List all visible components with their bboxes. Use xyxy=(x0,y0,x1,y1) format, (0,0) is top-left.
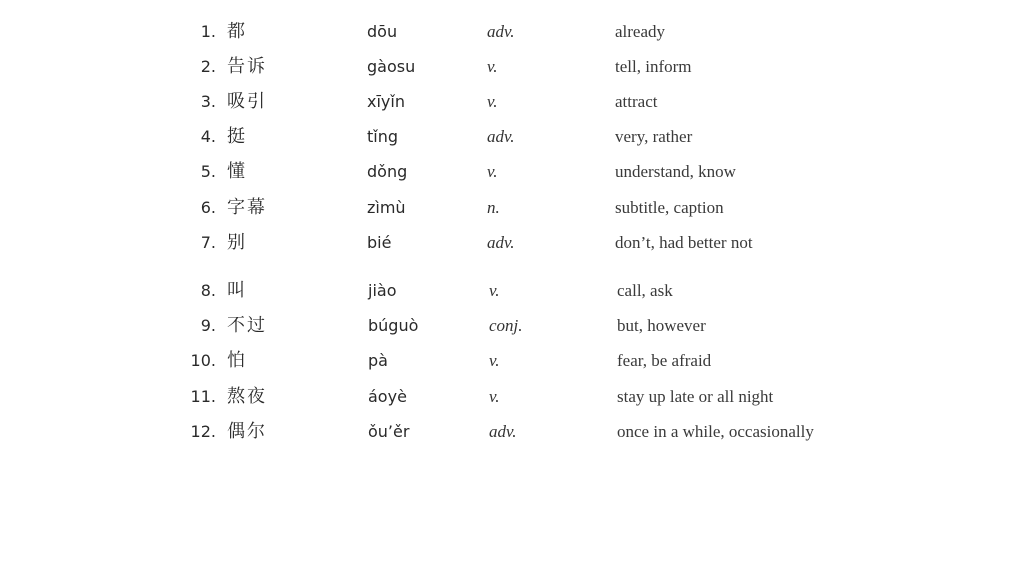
vocabulary-row xyxy=(0,275,1024,307)
vocabulary-row xyxy=(0,345,1024,377)
pinyin: áoyè xyxy=(368,387,407,406)
chinese-word: 都 xyxy=(227,21,247,42)
vocabulary-row xyxy=(0,310,1024,342)
english-meaning: understand, know xyxy=(615,162,736,181)
english-meaning: stay up late or all night xyxy=(617,387,774,406)
chinese-word: 挺 xyxy=(227,126,247,147)
chinese-word: 熬夜 xyxy=(227,386,267,407)
vocabulary-row xyxy=(0,416,1024,448)
part-of-speech: adv. xyxy=(487,233,515,252)
item-number: 2. xyxy=(200,57,216,76)
item-number: 11. xyxy=(190,387,216,406)
part-of-speech: n. xyxy=(487,198,500,217)
pinyin: ǒu’ěr xyxy=(368,422,410,441)
chinese-word: 叫 xyxy=(227,280,247,301)
pinyin: gàosu xyxy=(367,57,416,76)
vocabulary-row xyxy=(0,86,1024,118)
pinyin: dōu xyxy=(367,22,398,41)
vocabulary-row xyxy=(0,192,1024,224)
part-of-speech: conj. xyxy=(489,316,523,335)
pinyin: dǒng xyxy=(367,162,408,181)
vocabulary-row xyxy=(0,227,1024,259)
chinese-word: 告诉 xyxy=(227,56,267,77)
pinyin: jiào xyxy=(368,281,397,300)
vocabulary-row xyxy=(0,51,1024,83)
part-of-speech: adv. xyxy=(489,422,517,441)
item-number: 3. xyxy=(200,92,216,111)
part-of-speech: v. xyxy=(489,387,500,406)
item-number: 9. xyxy=(200,316,216,335)
part-of-speech: v. xyxy=(489,351,500,370)
part-of-speech: v. xyxy=(489,281,500,300)
chinese-word: 偶尔 xyxy=(227,421,267,442)
pinyin: bié xyxy=(367,233,392,252)
part-of-speech: v. xyxy=(487,92,498,111)
english-meaning: already xyxy=(615,22,666,41)
pinyin: zìmù xyxy=(367,198,406,217)
item-number: 5. xyxy=(200,162,216,181)
chinese-word: 怕 xyxy=(227,350,247,371)
english-meaning: subtitle, caption xyxy=(615,198,724,217)
english-meaning: attract xyxy=(615,92,658,111)
english-meaning: don’t, had better not xyxy=(615,233,753,252)
chinese-word: 不过 xyxy=(227,315,267,336)
pinyin: búguò xyxy=(368,316,419,335)
english-meaning: but, however xyxy=(617,316,706,335)
vocabulary-row xyxy=(0,16,1024,48)
part-of-speech: v. xyxy=(487,162,498,181)
english-meaning: fear, be afraid xyxy=(617,351,712,370)
part-of-speech: adv. xyxy=(487,127,515,146)
item-number: 8. xyxy=(200,281,216,300)
item-number: 12. xyxy=(190,422,216,441)
vocabulary-row xyxy=(0,121,1024,153)
item-number: 10. xyxy=(190,351,216,370)
english-meaning: tell, inform xyxy=(615,57,692,76)
pinyin: xīyǐn xyxy=(367,92,405,111)
vocabulary-row xyxy=(0,156,1024,188)
vocabulary-row xyxy=(0,381,1024,413)
english-meaning: very, rather xyxy=(615,127,693,146)
item-number: 7. xyxy=(200,233,216,252)
item-number: 6. xyxy=(200,198,216,217)
chinese-word: 吸引 xyxy=(227,91,267,112)
part-of-speech: adv. xyxy=(487,22,515,41)
item-number: 4. xyxy=(200,127,216,146)
chinese-word: 字幕 xyxy=(227,197,267,218)
item-number: 1. xyxy=(200,22,216,41)
pinyin: pà xyxy=(368,351,388,370)
english-meaning: once in a while, occasionally xyxy=(617,422,814,441)
pinyin: tǐng xyxy=(367,127,399,146)
chinese-word: 懂 xyxy=(227,161,247,182)
chinese-word: 别 xyxy=(227,232,247,253)
english-meaning: call, ask xyxy=(617,281,673,300)
part-of-speech: v. xyxy=(487,57,498,76)
